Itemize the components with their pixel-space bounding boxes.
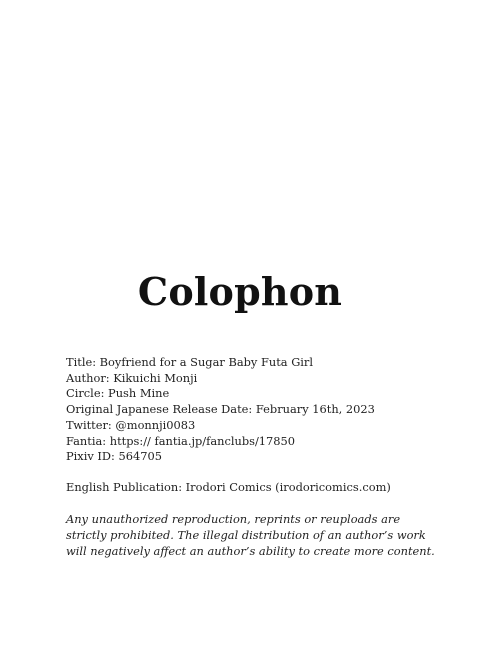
- page-title: Colophon: [137, 269, 343, 314]
- pixiv-id-line: Pixiv ID: 564705: [66, 449, 163, 464]
- notice-line: will negatively affect an author’s ability to create more content.: [66, 543, 435, 558]
- notice-line: strictly prohibited. The illegal distribution of an author’s work: [66, 527, 426, 542]
- release-date-line: Original Japanese Release Date: February 16th, 2023: [66, 402, 375, 417]
- title-line: Title: Boyfriend for a Sugar Baby Futa Girl: [66, 355, 314, 369]
- circle-line: Circle: Push Mine: [66, 386, 170, 401]
- notice-line: Any unauthorized reproduction, reprints or reuploads are: [66, 511, 401, 526]
- english-publication-line: English Publication: Irodori Comics (irodoricomics.com): [66, 479, 391, 494]
- copyright-notice: [66, 511, 436, 559]
- twitter-line: Twitter: @monnji0083: [66, 417, 196, 432]
- colophon-content: [66, 355, 436, 559]
- fantia-line: Fantia: https:// fantia.jp/fanclubs/17850: [66, 433, 296, 448]
- author-line: Author: Kikuichi Monji: [66, 370, 198, 385]
